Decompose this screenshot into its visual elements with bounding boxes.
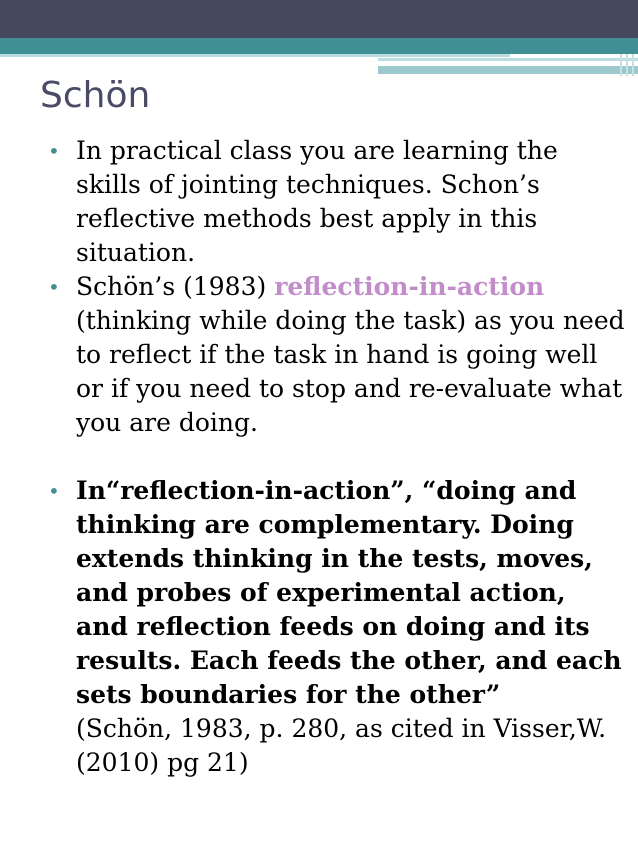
slide-title: Schön	[40, 75, 151, 116]
bullet-item	[46, 134, 626, 270]
header-accent-line	[0, 54, 510, 57]
header-accent-line	[378, 66, 638, 74]
bullet-icon: •	[48, 479, 60, 503]
header-accent-band	[0, 38, 638, 54]
bullet-text: In practical class you are learning the skills of jointing techniques. Schon’s reflective methods best apply in this situation.	[76, 136, 558, 267]
header-decoration	[632, 54, 634, 76]
bullet-text-suffix: (thinking while doing the task) as you need to reflect if the task in hand is going well or if you need to stop and re-evaluate what you are doing.	[76, 306, 625, 437]
header-decoration	[620, 54, 622, 76]
bullet-icon: •	[48, 275, 60, 299]
bullet-icon: •	[48, 139, 60, 163]
quote-text: In“reflection-in-action”, “doing and thinking are complementary. Doing extends thinking in the tests, moves, and probes of experimental action, and reflection feeds on doing and its results. Each feeds the other, and each sets boundaries for the other”	[76, 476, 622, 709]
header-accent-line	[378, 58, 638, 61]
bullet-text-prefix: Schön’s (1983)	[76, 272, 275, 301]
header-bar	[0, 0, 638, 38]
bullet-item	[46, 270, 626, 440]
highlighted-term: reflection-in-action	[274, 272, 545, 301]
bullet-item	[46, 474, 626, 780]
slide-body	[46, 134, 626, 780]
citation-text: (Schön, 1983, p. 280, as cited in Visser,W.(2010) pg 21)	[76, 714, 607, 777]
header-decoration	[626, 54, 628, 76]
